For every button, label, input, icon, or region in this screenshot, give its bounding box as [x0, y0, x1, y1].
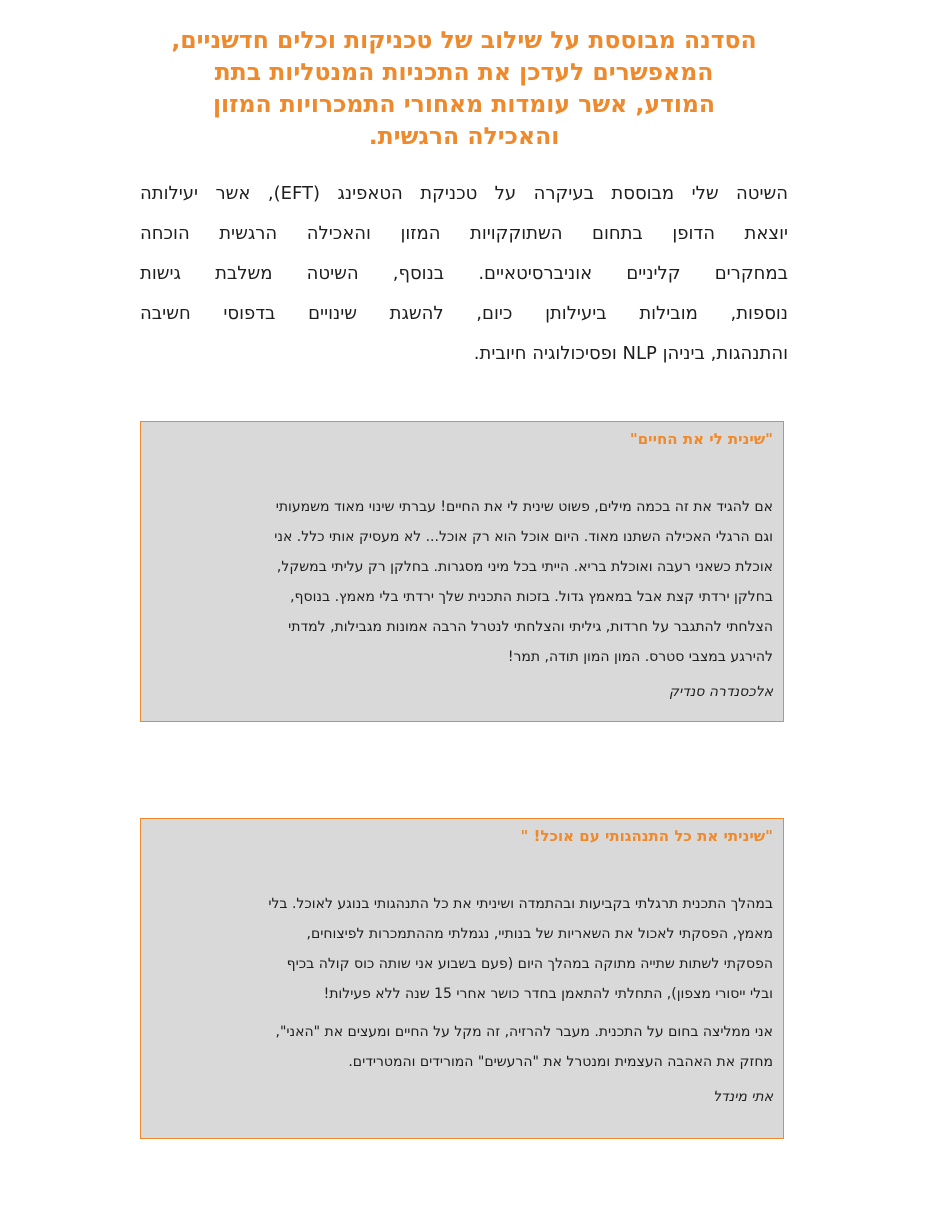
testimonial-title: "שיניתי את כל התנהגותי עם אוכל! "	[520, 827, 773, 845]
testimonial-line: הצלחתי להתגבר על חרדות, גיליתי והצלחתי לנטרל הרבה אמונות מגבילות, למדתי	[288, 619, 773, 635]
testimonial-line: אם להגיד את זה בכמה מילים, פשוט שינית לי את החיים! עברתי שינוי מאוד משמעותי	[275, 499, 773, 515]
headline	[140, 24, 788, 152]
testimonial-line: מאמץ, הפסקתי לאכול את השאריות של בנותיי, נגמלתי מההתמכרות לפיצוחים,	[306, 926, 773, 942]
intro-line: נוספות, מובילות ביעילותן כיום, להשגת שינויים בדפוסי חשיבה	[140, 303, 788, 324]
testimonial-card	[140, 818, 784, 1139]
testimonial-paragraph	[153, 492, 773, 672]
testimonial-paragraph	[153, 889, 773, 1009]
headline-line: הסדנה מבוססת על שילוב של טכניקות וכלים חדשניים,	[171, 26, 757, 54]
testimonial-author: אלכסנדרה סנדיק	[669, 684, 773, 700]
testimonial-author: אתי מינדל	[713, 1089, 773, 1105]
intro-line: במחקרים קליניים אוניברסיטאיים. בנוסף, השיטה משלבת גישות	[140, 263, 788, 284]
headline-line: המודע, אשר עומדות מאחורי התמכרויות המזון	[212, 90, 716, 118]
intro-paragraph	[140, 174, 788, 374]
headline-line: המאפשרים לעדכן את התכניות המנטליות בתת	[214, 58, 714, 86]
testimonial-title: "שינית לי את החיים"	[629, 430, 773, 448]
headline-line: והאכילה הרגשית.	[368, 122, 560, 150]
testimonial-line: ובלי ייסורי מצפון), התחלתי להתאמן בחדר כושר אחרי 15 שנה ללא פעילות!	[323, 986, 773, 1002]
intro-line: השיטה שלי מבוססת בעיקרה על טכניקת הטאפינג (EFT), אשר יעילותה	[140, 183, 788, 204]
intro-line: והתנהגות, ביניהן NLP ופסיכולוגיה חיובית.	[473, 343, 788, 364]
testimonial-line: מחזק את האהבה העצמית ומנטרל את "הרעשים" המורידים והמטרידים.	[348, 1054, 773, 1070]
testimonial-body	[153, 492, 773, 672]
testimonial-line: להירגע במצבי סטרס. המון המון תודה, תמר!	[507, 649, 773, 665]
intro-line: יוצאת הדופן בתחום השתוקקויות המזון והאכילה הרגשית הוכחה	[140, 223, 788, 244]
testimonial-paragraph	[153, 1017, 773, 1077]
testimonial-line: בחלקן ירדתי קצת אבל במאמץ גדול. בזכות התכנית שלך ירדתי בלי מאמץ. בנוסף,	[290, 589, 773, 605]
testimonial-line: הפסקתי לשתות שתייה מתוקה במהלך היום (פעם בשבוע אני שותה כוס קולה בכיף	[286, 956, 773, 972]
testimonial-line: במהלך התכנית תרגלתי בקביעות ובהתמדה ושיניתי את כל התנהגותי בנוגע לאוכל. בלי	[268, 896, 773, 912]
testimonial-line: אני ממליצה בחום על התכנית. מעבר להרזיה, זה מקל על החיים ומעצים את "האני",	[275, 1024, 773, 1040]
testimonial-card	[140, 421, 784, 722]
testimonial-body	[153, 889, 773, 1077]
page-content	[140, 0, 788, 1105]
testimonial-line: אוכלת כשאני רעבה ואוכלת בריא. הייתי בכל מיני מסגרות. בחלקן רק עליתי במשקל,	[276, 559, 773, 575]
testimonial-line: וגם הרגלי האכילה השתנו מאוד. היום אוכל הוא רק אוכל... לא מעסיק אותי כלל. אני	[274, 529, 773, 545]
